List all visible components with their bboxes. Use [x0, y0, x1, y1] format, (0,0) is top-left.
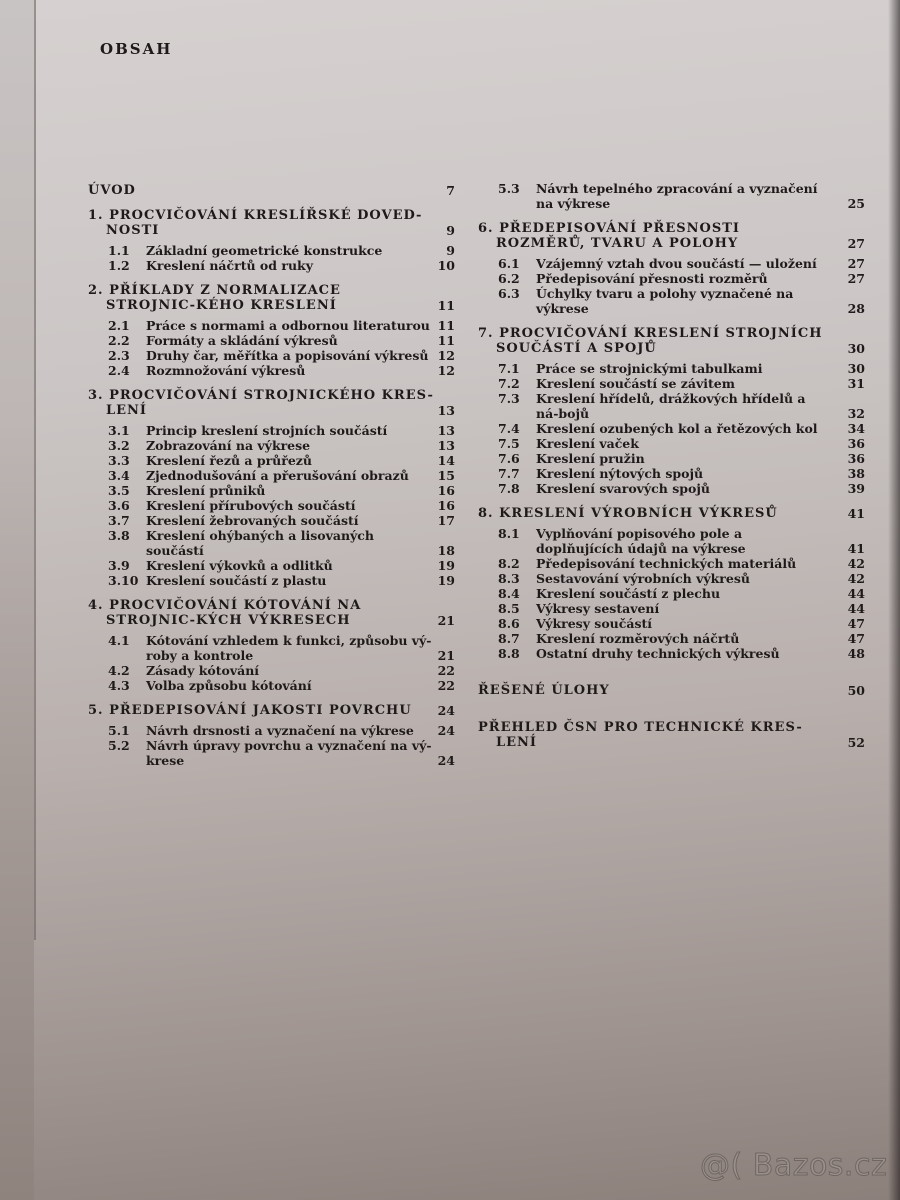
chapter-title: ÚVOD [88, 183, 136, 198]
chapter-heading [88, 598, 463, 628]
subsection-title: Kreslení hřídelů, drážkových hřídelů a ná-bojů [536, 391, 806, 421]
subsection-page-number: 15 [437, 468, 455, 483]
subsection-page-number: 30 [847, 361, 865, 376]
subsection-title: Kreslení průniků [146, 483, 266, 498]
chapter-title: 2. PŘÍKLADY Z NORMALIZACE STROJNIC-KÉHO KRESLENÍ [88, 283, 341, 313]
subsection-title: Kreslení součástí se závitem [536, 376, 735, 391]
subsection-page-number: 9 [446, 243, 455, 258]
toc-subsection [478, 631, 873, 646]
subsection-number: 7.5 [498, 436, 520, 451]
subsection-title: Volba způsobu kótování [146, 678, 312, 693]
subsection-number: 3.5 [108, 483, 130, 498]
subsection-number: 6.1 [498, 256, 520, 271]
subsection-page-number: 22 [437, 678, 455, 693]
subsection-page-number: 34 [847, 421, 865, 436]
subsection-page-number: 44 [847, 601, 865, 616]
subsection-number: 6.3 [498, 286, 520, 301]
page-edge [34, 0, 36, 940]
subsection-title: Ostatní druhy technických výkresů [536, 646, 780, 661]
subsection-page-number: 11 [437, 333, 455, 348]
toc-subsection [478, 421, 873, 436]
chapter-page-number: 9 [446, 223, 455, 238]
subsection-page-number: 10 [437, 258, 455, 273]
toc-subsection [88, 423, 463, 438]
subsection-number: 3.3 [108, 453, 130, 468]
chapter-page-number: 30 [847, 341, 865, 356]
subsection-page-number: 44 [847, 586, 865, 601]
subsection-number: 3.1 [108, 423, 130, 438]
subsection-number: 8.8 [498, 646, 520, 661]
subsection-title: Kreslení ohýbaných a lisovaných součástí [146, 528, 374, 558]
toc-subsection [478, 181, 873, 211]
toc-subsection [478, 391, 873, 421]
toc-subsection [478, 466, 873, 481]
subsection-page-number: 41 [847, 541, 865, 556]
toc-subsection [478, 451, 873, 466]
toc-subsection [88, 738, 463, 768]
subsection-title: Návrh tepelného zpracování a vyznačení na výkrese [536, 181, 818, 211]
subsection-page-number: 36 [847, 451, 865, 466]
toc-chapter [88, 598, 463, 693]
subsection-number: 5.2 [108, 738, 130, 753]
toc-subsection [88, 468, 463, 483]
subsection-page-number: 24 [437, 753, 455, 768]
subsection-number: 8.4 [498, 586, 520, 601]
subsection-title: Návrh úpravy povrchu a vyznačení na vý-krese [146, 738, 432, 768]
subsection-title: Předepisování technických materiálů [536, 556, 797, 571]
subsection-list [88, 633, 463, 693]
toc-subsection [478, 361, 873, 376]
toc-chapter [88, 208, 463, 273]
chapter-page-number: 24 [437, 703, 455, 718]
toc-subsection [88, 723, 463, 738]
chapter-title: 5. PŘEDEPISOVÁNÍ JAKOSTI POVRCHU [88, 703, 412, 718]
chapter-heading [478, 506, 873, 521]
toc-chapter [478, 181, 873, 211]
chapter-page-number: 50 [847, 683, 865, 698]
chapter-title: 4. PROCVIČOVÁNÍ KÓTOVÁNÍ NA STROJNIC-KÝCH VÝKRESECH [88, 598, 362, 628]
subsection-number: 4.3 [108, 678, 130, 693]
toc-chapter [88, 388, 463, 588]
subsection-list [478, 181, 873, 211]
subsection-number: 1.1 [108, 243, 130, 258]
subsection-list [478, 361, 873, 496]
subsection-title: Kreslení přírubových součástí [146, 498, 356, 513]
subsection-page-number: 19 [437, 573, 455, 588]
subsection-title: Kreslení pružin [536, 451, 645, 466]
subsection-number: 5.3 [498, 181, 520, 196]
chapter-heading [478, 326, 873, 356]
subsection-page-number: 22 [437, 663, 455, 678]
subsection-page-number: 21 [437, 648, 455, 663]
subsection-number: 7.7 [498, 466, 520, 481]
subsection-page-number: 13 [437, 438, 455, 453]
toc-subsection [88, 243, 463, 258]
chapter-heading [478, 720, 873, 750]
toc-subsection [88, 528, 463, 558]
chapter-title: 3. PROCVIČOVÁNÍ STROJNICKÉHO KRES-LENÍ [88, 388, 434, 418]
chapter-title: PŘEHLED ČSN PRO TECHNICKÉ KRES-LENÍ [478, 720, 803, 750]
subsection-page-number: 47 [847, 616, 865, 631]
subsection-title: Kreslení výkovků a odlitků [146, 558, 333, 573]
subsection-number: 7.2 [498, 376, 520, 391]
chapter-heading [88, 703, 463, 718]
chapter-page-number: 52 [847, 735, 865, 750]
subsection-title: Kreslení náčrtů od ruky [146, 258, 313, 273]
subsection-title: Sestavování výrobních výkresů [536, 571, 750, 586]
chapter-heading [88, 388, 463, 418]
chapter-heading [88, 183, 463, 198]
subsection-title: Výkresy sestavení [536, 601, 660, 616]
toc-chapter [478, 506, 873, 661]
subsection-title: Práce se strojnickými tabulkami [536, 361, 763, 376]
chapter-page-number: 41 [847, 506, 865, 521]
chapter-title: 6. PŘEDEPISOVÁNÍ PŘESNOSTI ROZMĚRŮ, TVARU A POLOHY [478, 221, 740, 251]
subsection-number: 8.6 [498, 616, 520, 631]
toc-chapter [88, 183, 463, 198]
subsection-title: Kreslení nýtových spojů [536, 466, 704, 481]
chapter-page-number: 13 [437, 403, 455, 418]
subsection-number: 1.2 [108, 258, 130, 273]
subsection-page-number: 27 [847, 271, 865, 286]
subsection-number: 8.1 [498, 526, 520, 541]
chapter-heading [88, 283, 463, 313]
toc-subsection [88, 453, 463, 468]
subsection-number: 7.6 [498, 451, 520, 466]
toc-subsection [478, 256, 873, 271]
subsection-page-number: 38 [847, 466, 865, 481]
subsection-title: Návrh drsnosti a vyznačení na výkrese [146, 723, 414, 738]
toc-subsection [88, 348, 463, 363]
toc-subsection [478, 526, 873, 556]
toc-subsection [478, 646, 873, 661]
toc-subsection [478, 571, 873, 586]
subsection-title: Zásady kótování [146, 663, 260, 678]
subsection-title: Kreslení svarových spojů [536, 481, 710, 496]
subsection-number: 3.6 [108, 498, 130, 513]
page-shadow [888, 0, 900, 1200]
subsection-list [478, 526, 873, 661]
toc-subsection [478, 616, 873, 631]
chapter-title: 7. PROCVIČOVÁNÍ KRESLENÍ STROJNÍCH SOUČÁSTÍ A SPOJŮ [478, 326, 823, 356]
subsection-page-number: 18 [437, 543, 455, 558]
subsection-title: Kreslení součástí z plastu [146, 573, 327, 588]
toc-subsection [88, 573, 463, 588]
subsection-number: 2.2 [108, 333, 130, 348]
chapter-page-number: 7 [446, 183, 455, 198]
subsection-title: Práce s normami a odbornou literaturou [146, 318, 430, 333]
subsection-title: Zobrazování na výkrese [146, 438, 311, 453]
toc-left-column [88, 183, 463, 778]
subsection-page-number: 16 [437, 483, 455, 498]
subsection-title: Princip kreslení strojních součástí [146, 423, 388, 438]
toc-subsection [88, 363, 463, 378]
toc-subsection [478, 271, 873, 286]
subsection-title: Vyplňování popisového pole a doplňujících údajů na výkrese [536, 526, 746, 556]
subsection-list [88, 318, 463, 378]
toc-subsection [88, 498, 463, 513]
page-title: OBSAH [100, 40, 173, 58]
subsection-page-number: 32 [847, 406, 865, 421]
subsection-number: 4.2 [108, 663, 130, 678]
chapter-heading [478, 683, 873, 698]
subsection-title: Kreslení řezů a průřezů [146, 453, 312, 468]
subsection-number: 7.3 [498, 391, 520, 406]
subsection-number: 8.5 [498, 601, 520, 616]
subsection-list [478, 256, 873, 316]
subsection-number: 7.8 [498, 481, 520, 496]
subsection-title: Úchylky tvaru a polohy vyznačené na výkrese [536, 286, 794, 316]
subsection-page-number: 24 [437, 723, 455, 738]
subsection-title: Základní geometrické konstrukce [146, 243, 383, 258]
subsection-page-number: 12 [437, 363, 455, 378]
subsection-number: 7.4 [498, 421, 520, 436]
toc-chapter [478, 720, 873, 750]
chapter-page-number: 27 [847, 236, 865, 251]
toc-subsection [88, 258, 463, 273]
subsection-title: Zjednodušování a přerušování obrazů [146, 468, 409, 483]
subsection-number: 3.8 [108, 528, 130, 543]
subsection-page-number: 12 [437, 348, 455, 363]
toc-subsection [478, 586, 873, 601]
subsection-title: Druhy čar, měřítka a popisování výkresů [146, 348, 429, 363]
toc-chapter [88, 283, 463, 378]
toc-subsection [88, 483, 463, 498]
toc-subsection [88, 333, 463, 348]
subsection-number: 7.1 [498, 361, 520, 376]
subsection-number: 2.4 [108, 363, 130, 378]
chapter-heading [478, 221, 873, 251]
subsection-page-number: 36 [847, 436, 865, 451]
subsection-number: 3.7 [108, 513, 130, 528]
subsection-page-number: 28 [847, 301, 865, 316]
subsection-list [88, 243, 463, 273]
subsection-page-number: 19 [437, 558, 455, 573]
subsection-title: Vzájemný vztah dvou součástí — uložení [536, 256, 817, 271]
subsection-page-number: 11 [437, 318, 455, 333]
subsection-number: 2.3 [108, 348, 130, 363]
subsection-page-number: 14 [437, 453, 455, 468]
subsection-number: 5.1 [108, 723, 130, 738]
subsection-page-number: 42 [847, 571, 865, 586]
toc-chapter [478, 221, 873, 316]
subsection-page-number: 17 [437, 513, 455, 528]
chapter-title: ŘEŠENÉ ÚLOHY [478, 683, 610, 698]
subsection-page-number: 31 [847, 376, 865, 391]
toc-chapter [88, 703, 463, 768]
chapter-page-number: 21 [437, 613, 455, 628]
toc-subsection [478, 556, 873, 571]
toc-subsection [88, 678, 463, 693]
subsection-number: 3.4 [108, 468, 130, 483]
subsection-title: Předepisování přesnosti rozměrů [536, 271, 768, 286]
subsection-list [88, 723, 463, 768]
subsection-number: 8.2 [498, 556, 520, 571]
toc-subsection [478, 601, 873, 616]
subsection-page-number: 25 [847, 196, 865, 211]
toc-subsection [478, 481, 873, 496]
subsection-title: Kótování vzhledem k funkci, způsobu vý-roby a kontrole [146, 633, 432, 663]
subsection-number: 8.3 [498, 571, 520, 586]
subsection-title: Výkresy součástí [536, 616, 653, 631]
toc-subsection [88, 438, 463, 453]
subsection-title: Kreslení rozměrových náčrtů [536, 631, 740, 646]
subsection-title: Formáty a skládání výkresů [146, 333, 338, 348]
toc-subsection [88, 558, 463, 573]
toc-subsection [88, 513, 463, 528]
subsection-number: 3.9 [108, 558, 130, 573]
subsection-title: Kreslení vaček [536, 436, 639, 451]
subsection-title: Rozmnožování výkresů [146, 363, 306, 378]
subsection-list [88, 423, 463, 588]
subsection-page-number: 27 [847, 256, 865, 271]
chapter-heading [88, 208, 463, 238]
chapter-title: 8. KRESLENÍ VÝROBNÍCH VÝKRESŮ [478, 506, 778, 521]
subsection-page-number: 16 [437, 498, 455, 513]
subsection-number: 4.1 [108, 633, 130, 648]
toc-subsection [478, 436, 873, 451]
chapter-page-number: 11 [437, 298, 455, 313]
toc-chapter [478, 683, 873, 698]
subsection-title: Kreslení ozubených kol a řetězových kol [536, 421, 818, 436]
subsection-page-number: 39 [847, 481, 865, 496]
subsection-title: Kreslení součástí z plechu [536, 586, 721, 601]
subsection-number: 3.10 [108, 573, 139, 588]
watermark: @( Bazos.cz [700, 1148, 888, 1183]
toc-subsection [478, 376, 873, 391]
toc-right-column [478, 176, 873, 760]
chapter-title: 1. PROCVIČOVÁNÍ KRESLÍŘSKÉ DOVED-NOSTI [88, 208, 423, 238]
subsection-number: 6.2 [498, 271, 520, 286]
toc-subsection [478, 286, 873, 316]
subsection-page-number: 13 [437, 423, 455, 438]
toc-subsection [88, 318, 463, 333]
toc-chapter [478, 326, 873, 496]
subsection-number: 3.2 [108, 438, 130, 453]
toc-subsection [88, 633, 463, 663]
subsection-page-number: 48 [847, 646, 865, 661]
subsection-number: 8.7 [498, 631, 520, 646]
subsection-page-number: 42 [847, 556, 865, 571]
subsection-number: 2.1 [108, 318, 130, 333]
subsection-page-number: 47 [847, 631, 865, 646]
subsection-title: Kreslení žebrovaných součástí [146, 513, 359, 528]
toc-subsection [88, 663, 463, 678]
